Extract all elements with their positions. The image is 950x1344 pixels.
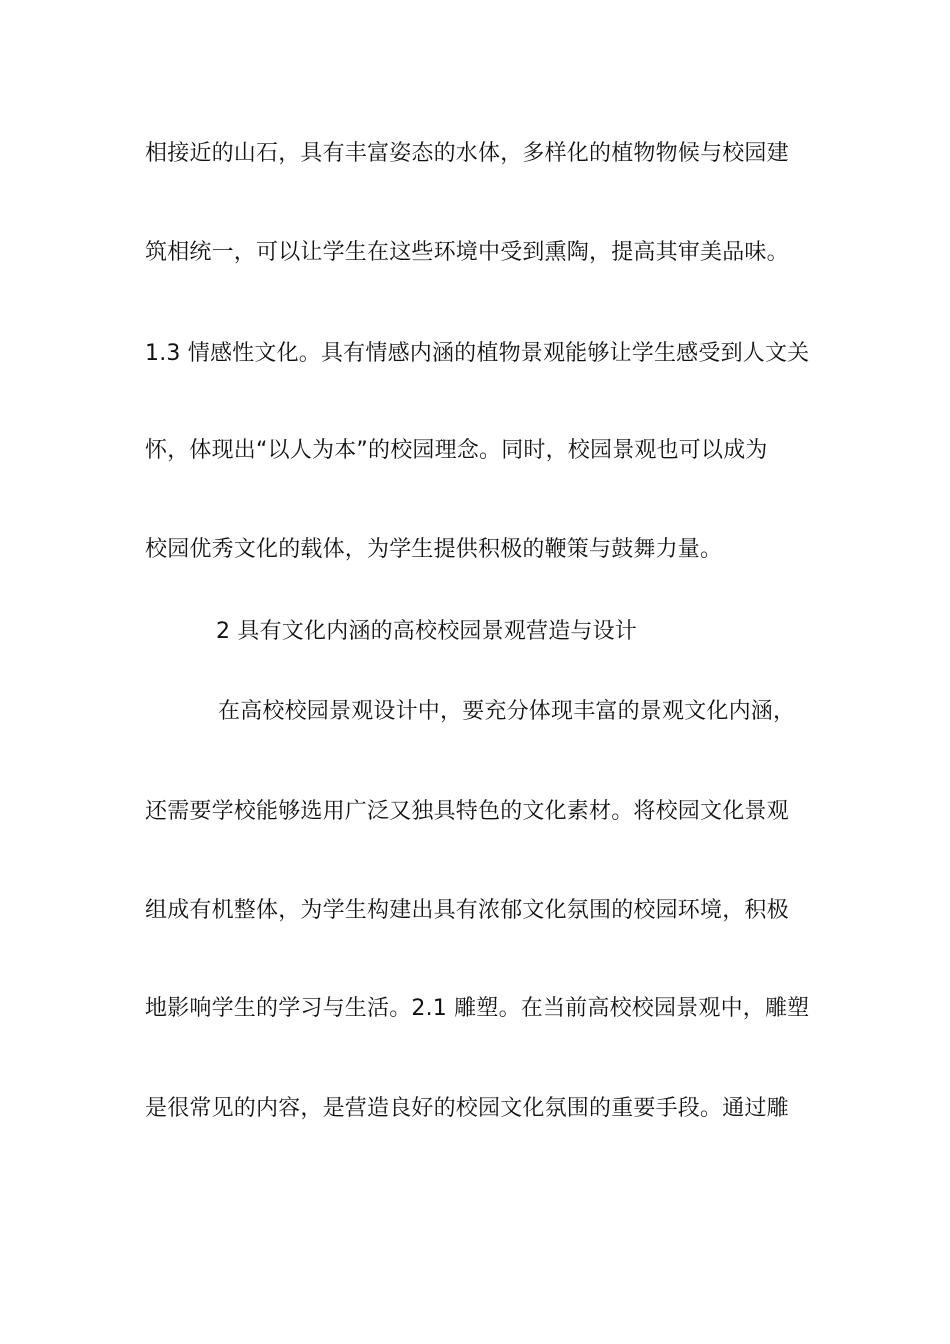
body-text-line: 筑相统一，可以让学生在这些环境中受到熏陶，提高其审美品味。 [145,240,789,265]
paragraph-first-line: 在高校校园景观设计中，要充分体现丰富的景观文化内涵， [218,699,796,724]
body-text-line: 校园优秀文化的载体，为学生提供积极的鞭策与鼓舞力量。 [145,537,723,562]
body-text-line: 是很常见的内容，是营造良好的校园文化氛围的重要手段。通过雕 [145,1096,789,1121]
body-text-line: 还需要学校能够选用广泛又独具特色的文化素材。将校园文化景观 [145,799,789,824]
body-text-line: 地影响学生的学习与生活。2.1 雕塑。在当前高校校园景观中，雕塑 [145,996,810,1021]
section-heading: 2 具有文化内涵的高校校园景观营造与设计 [216,619,637,644]
body-text-line: 怀，体现出“以人为本”的校园理念。同时，校园景观也可以成为 [145,438,768,463]
body-text-line: 1.3 情感性文化。具有情感内涵的植物景观能够让学生感受到人文关 [145,341,810,366]
body-text-line: 相接近的山石，具有丰富姿态的水体，多样化的植物物候与校园建 [145,141,789,166]
body-text-line: 组成有机整体，为学生构建出具有浓郁文化氛围的校园环境，积极 [145,898,789,923]
